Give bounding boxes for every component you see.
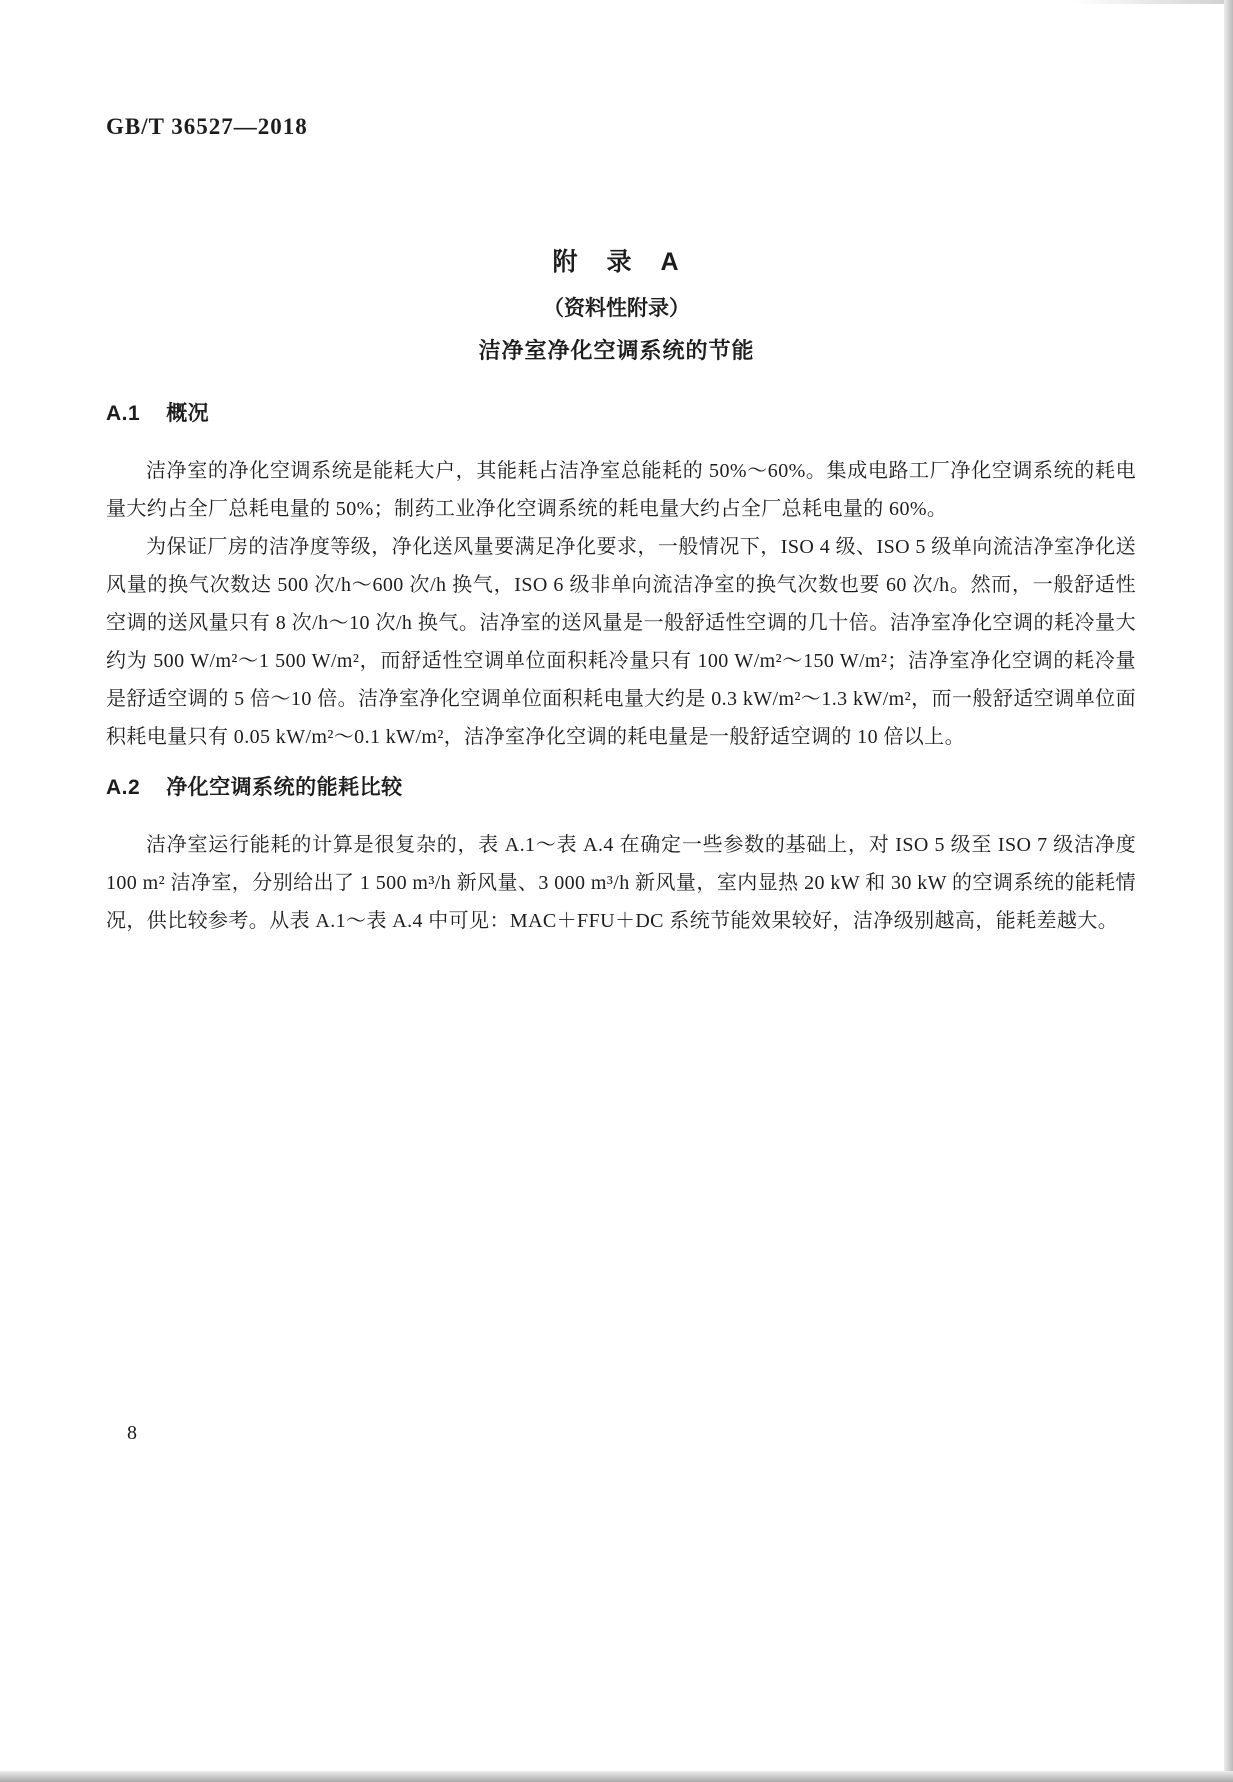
appendix-name: 洁净室净化空调系统的节能: [478, 338, 755, 363]
section-a2-title: 净化空调系统的能耗比较: [166, 776, 403, 799]
page-number: 8: [127, 1422, 137, 1444]
scan-edge-top: [1073, 0, 1233, 4]
section-a2-number: A.2: [106, 776, 141, 799]
appendix-title: 附 录 A: [552, 248, 681, 276]
scan-edge-right: [1224, 0, 1233, 1782]
section-heading-a1: [106, 400, 1136, 428]
paragraph-a1-1: 洁净室的净化空调系统是能耗大户，其能耗占洁净室总能耗的 50%～60%。集成电路工厂净化空调系统的耗电量大约占全厂总耗电量的 50%；制药工业净化空调系统的耗电量大约占全厂总耗电量的 60%。: [106, 460, 1136, 520]
doc-number: GB/T 36527—2018: [106, 114, 308, 139]
section-a1-number: A.1: [106, 402, 141, 425]
paragraph-a2-1: 洁净室运行能耗的计算是很复杂的，表 A.1～表 A.4 在确定一些参数的基础上，对 ISO 5 级至 ISO 7 级洁净度 100 m² 洁净室，分别给出了 1 500 m³/h 新风量、3 000 m³/h 新风量，室内显热 20 kW 和 30 kW 的空调系统的能耗情况，供比较参考。从表 A.1～表 A.4 中可见：MAC＋FFU＋DC 系统节能效果较好，洁净级别越高，能耗差越大。: [106, 834, 1136, 932]
appendix-subtitle: （资料性附录）: [543, 297, 690, 320]
appendix-head: [0, 242, 1233, 365]
scan-edge-bottom: [0, 1771, 1233, 1782]
section-a1-title: 概况: [166, 402, 210, 425]
section-heading-a2: [106, 774, 1136, 802]
content-body: [106, 400, 1136, 940]
paragraph-a1-2: 为保证厂房的洁净度等级，净化送风量要满足净化要求，一般情况下，ISO 4 级、ISO 5 级单向流洁净室净化送风量的换气次数达 500 次/h～600 次/h 换气，ISO 6 级非单向流洁净室的换气次数也要 60 次/h。然而，一般舒适性空调的送风量只有 8 次/h～10 次/h 换气。洁净室的送风量是一般舒适性空调的几十倍。洁净室净化空调的耗冷量大约为 500 W/m²～1 500 W/m²，而舒适性空调单位面积耗冷量只有 100 W/m²～150 W/m²；洁净室净化空调的耗冷量是舒适空调的 5 倍～10 倍。洁净室净化空调单位面积耗电量大约是 0.3 kW/m²～1.3 kW/m²，而一般舒适空调单位面积耗电量只有 0.05 kW/m²～0.1 kW/m²，洁净室净化空调的耗电量是一般舒适空调的 10 倍以上。: [106, 536, 1136, 748]
